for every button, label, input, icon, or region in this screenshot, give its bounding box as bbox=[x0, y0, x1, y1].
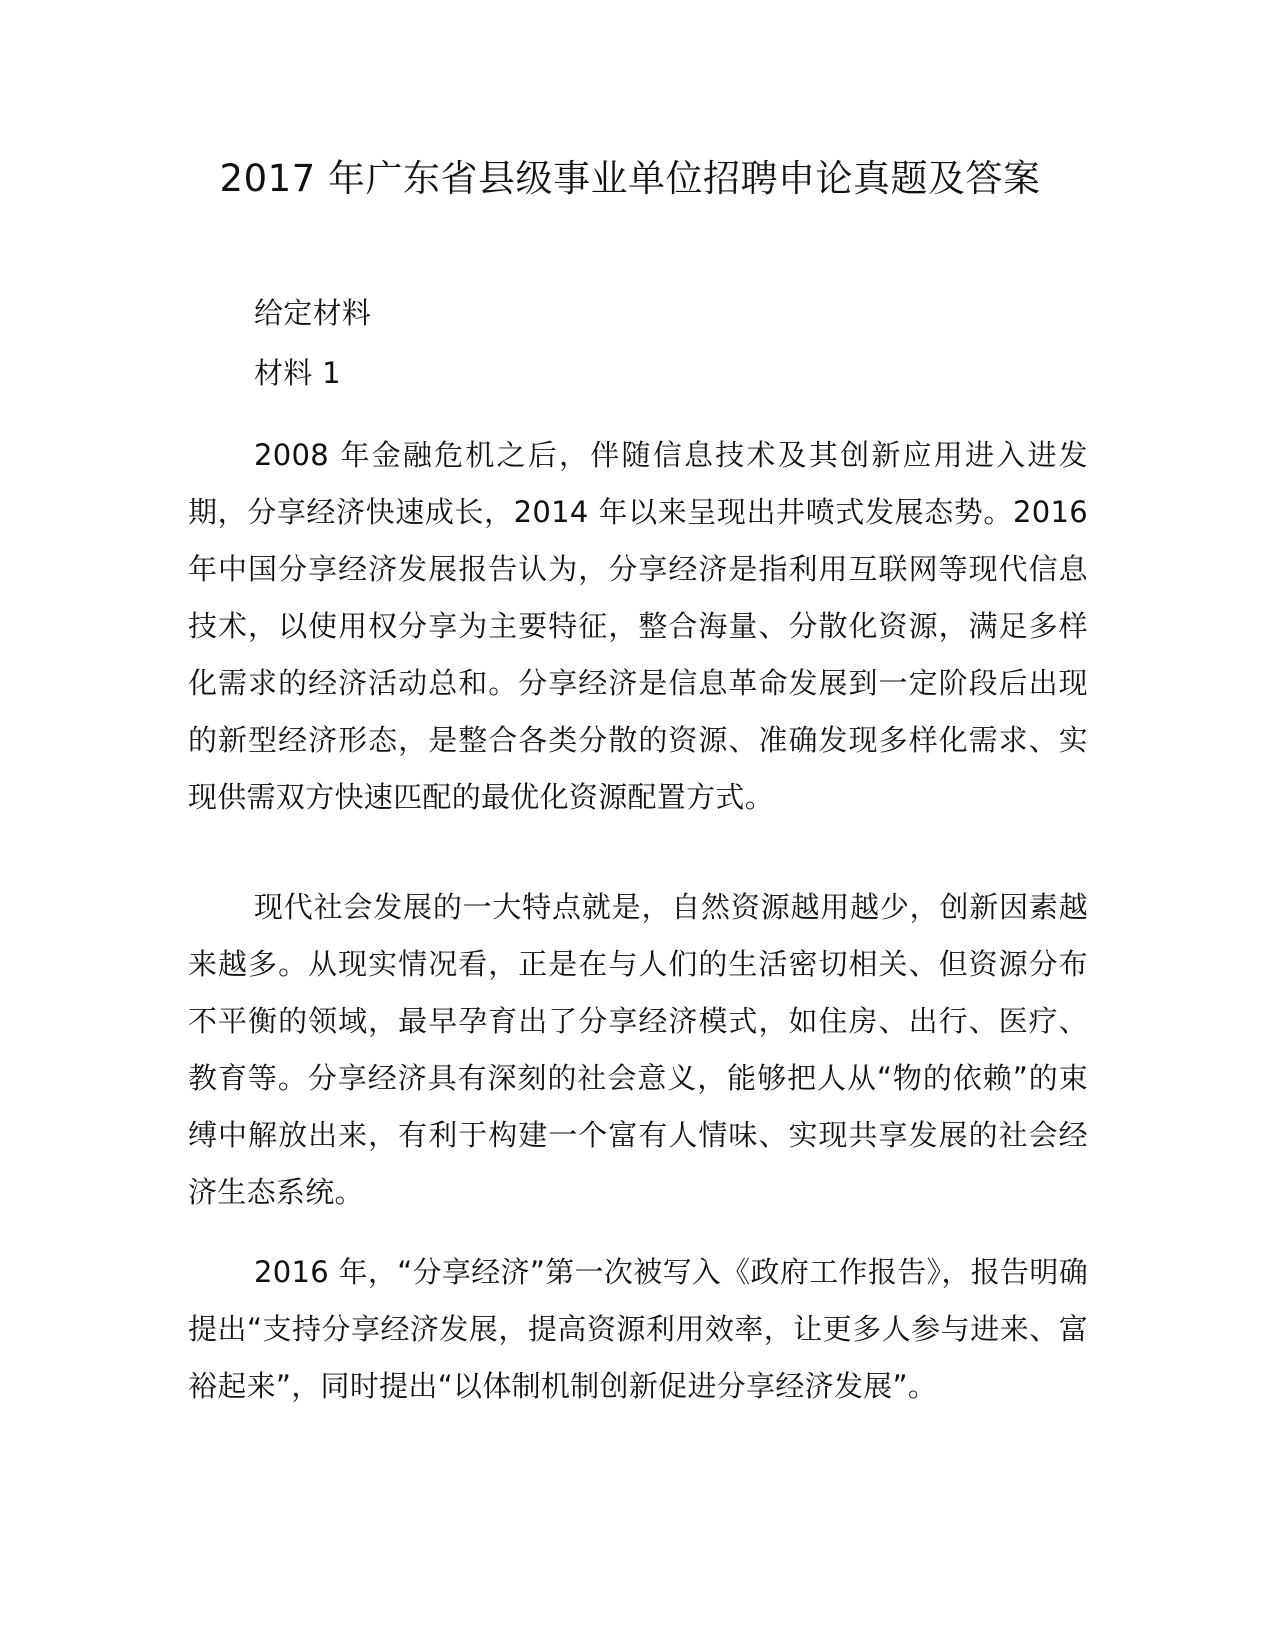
paragraph: 现代社会发展的一大特点就是，自然资源越用越少，创新因素越来越多。从现实情况看，正是在与人们的生活密切相关、但资源分布不平衡的领域，最早孕育出了分享经济模式，如住房、出行、医疗、教育等。分享经济具有深刻的社会意义，能够把人从“物的依赖”的束缚中解放出来，有利于构建一个富有人情味、实现共享发展的社会经济生态系统。 bbox=[188, 890, 1088, 1209]
material-label: 材料 1 bbox=[254, 356, 341, 390]
paragraph: 2016 年，“分享经济”第一次被写入《政府工作报告》，报告明确提出“支持分享经济发展，提高资源利用效率，让更多人参与进来、富裕起来”，同时提出“以体制机制创新促进分享经济发展”。 bbox=[188, 1255, 1088, 1403]
document-title: 2017 年广东省县级事业单位招聘申论真题及答案 bbox=[219, 157, 1041, 200]
section-label: 给定材料 bbox=[254, 296, 372, 330]
paragraph: 2008 年金融危机之后，伴随信息技术及其创新应用进入进发期，分享经济快速成长，2014 年以来呈现出井喷式发展态势。2016 年中国分享经济发展报告认为，分享经济是指利用互联网等现代信息技术，以使用权分享为主要特征，整合海量、分散化资源，满足多样化需求的经济活动总和。分享经济是信息革命发展到一定阶段后出现的新型经济形态，是整合各类分散的资源、准确发现多样化需求、实现供需双方快速匹配的最优化资源配置方式。 bbox=[188, 438, 1088, 814]
